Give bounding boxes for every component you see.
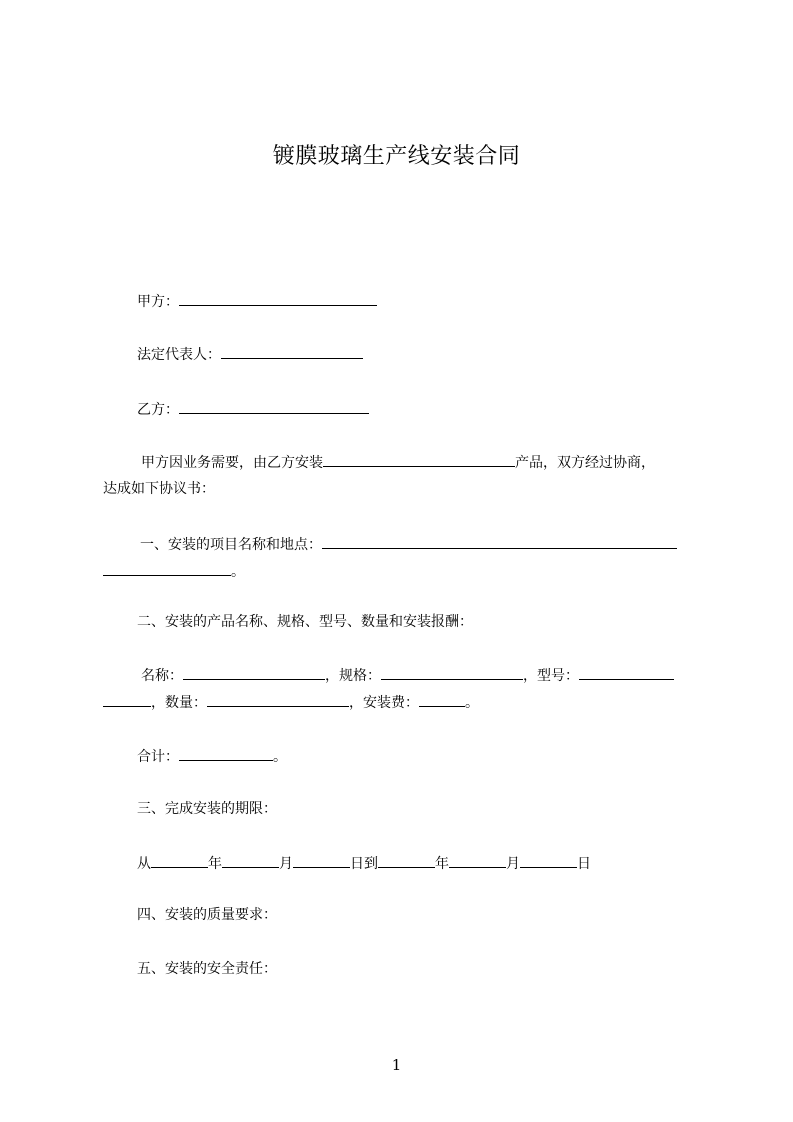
page-number: 1 [391, 1056, 402, 1074]
period-day-end: 日 [577, 856, 591, 872]
spec-blank [381, 664, 523, 680]
section-4-heading: 四、安装的质量要求： [137, 907, 277, 923]
start-day-blank [293, 852, 350, 868]
party-a-blank [179, 290, 377, 306]
party-b-label: 乙方： [137, 402, 179, 418]
section-1-heading: 一、安装的项目名称和地点： [140, 537, 322, 553]
party-b-blank [179, 398, 369, 414]
total-line [137, 745, 287, 767]
section-1-line-1 [140, 533, 677, 555]
intro-text-2: 产品，双方经过协商， [515, 455, 655, 471]
party-a-label: 甲方： [137, 294, 179, 310]
product-name-blank [183, 664, 325, 680]
end-day-blank [520, 852, 577, 868]
project-location-blank [322, 533, 677, 549]
section-4-line [137, 905, 277, 925]
document-title: 镀膜玻璃生产线安装合同 [272, 144, 521, 169]
period-line [137, 852, 591, 874]
quantity-label: ，数量： [151, 695, 207, 711]
period-from: 从 [137, 856, 151, 872]
section-3-heading: 三、完成安装的期限： [137, 801, 277, 817]
section-2-heading: 二、安装的产品名称、规格、型号、数量和安装报酬： [137, 614, 473, 630]
period-day-to: 日到 [350, 856, 378, 872]
legal-rep-label: 法定代表人： [137, 347, 221, 363]
section-1-end: 。 [231, 564, 245, 580]
end-year-blank [378, 852, 435, 868]
section-2-heading-line [137, 612, 473, 632]
intro-line-2 [103, 479, 215, 499]
section-2-line-1 [141, 664, 674, 686]
product-name-label: 名称： [141, 668, 183, 684]
section-1-line-2 [103, 560, 245, 582]
model-label: ，型号： [523, 668, 579, 684]
total-label: 合计： [137, 749, 179, 765]
section-5-heading: 五、安装的安全责任： [137, 961, 277, 977]
intro-text-3: 达成如下协议书： [103, 481, 215, 497]
legal-rep-blank [221, 343, 363, 359]
period-year-2: 年 [435, 856, 449, 872]
project-location-blank-continued [103, 560, 231, 576]
section-2-end: 。 [465, 695, 479, 711]
total-blank [179, 745, 273, 761]
section-3-heading-line [137, 799, 277, 819]
intro-product-blank [323, 451, 515, 467]
section-2-line-2 [103, 691, 479, 713]
install-fee-label: ，安装费： [349, 695, 419, 711]
legal-rep-line [137, 343, 363, 365]
install-fee-blank [419, 691, 465, 707]
model-blank [579, 664, 674, 680]
quantity-blank [207, 691, 349, 707]
intro-text-1: 甲方因业务需要，由乙方安装 [141, 455, 323, 471]
period-month-1: 月 [279, 856, 293, 872]
party-b-line [137, 398, 369, 420]
model-blank-continued [103, 691, 151, 707]
period-month-2: 月 [506, 856, 520, 872]
intro-line-1 [141, 451, 655, 473]
end-month-blank [449, 852, 506, 868]
period-year-1: 年 [208, 856, 222, 872]
spec-label: ，规格： [325, 668, 381, 684]
start-year-blank [151, 852, 208, 868]
section-5-line [137, 959, 277, 979]
total-end: 。 [273, 749, 287, 765]
party-a-line [137, 290, 377, 312]
start-month-blank [222, 852, 279, 868]
